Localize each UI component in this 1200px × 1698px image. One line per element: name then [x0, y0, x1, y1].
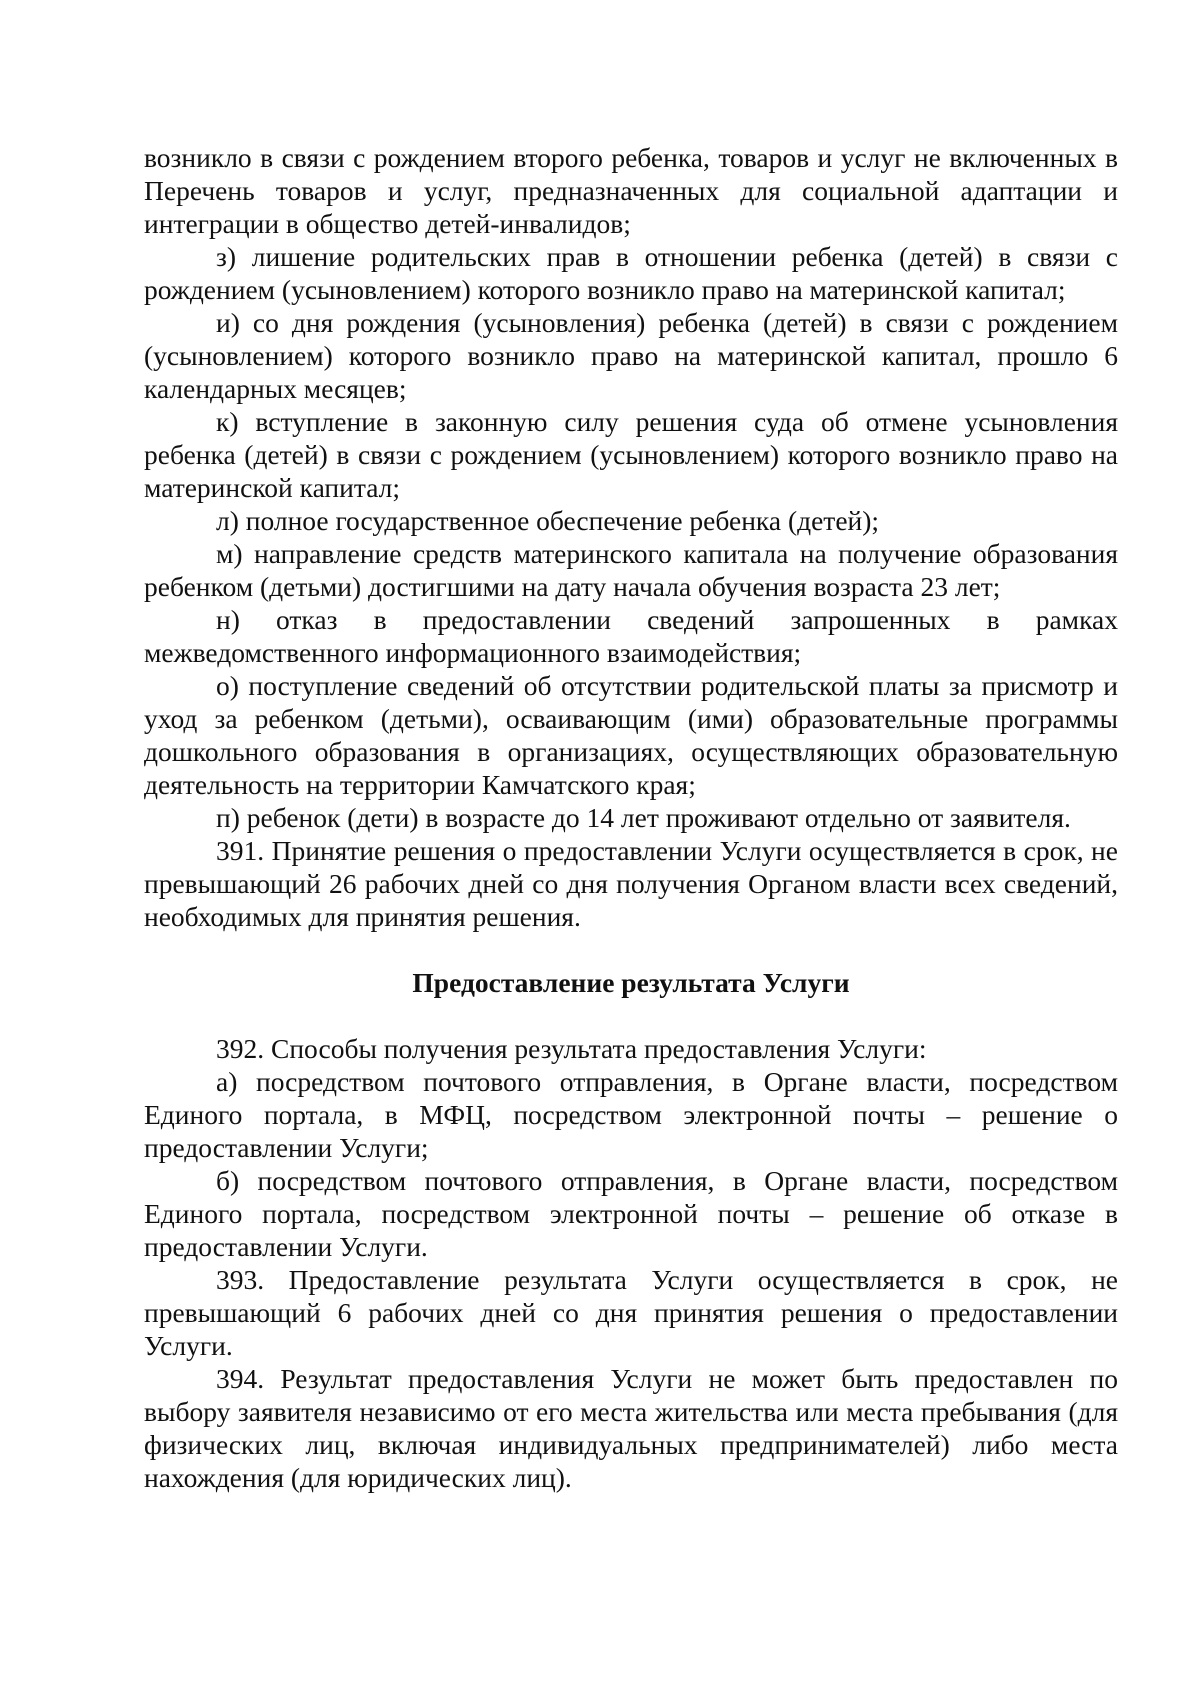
paragraph-393: 393. Предоставление результата Услуги осуществляется в срок, не превышающий 6 рабочих дней со дня принятия решения о предоставлении Услуги. [144, 1264, 1118, 1361]
paragraph-item-n: н) отказ в предоставлении сведений запрошенных в рамках межведомственного информационного взаимодействия; [144, 604, 1118, 668]
paragraph-392: 392. Способы получения результата предоставления Услуги: [216, 1033, 927, 1064]
paragraph-item-p: п) ребенок (дети) в возрасте до 14 лет проживают отдельно от заявителя. [216, 802, 1071, 833]
paragraph-item-o: о) поступление сведений об отсутствии родительской платы за присмотр и уход за ребенком (детьми), осваивающим (ими) образовательные программы дошкольного образования в организациях, осуществляющих образовательную деятельность на территории Камчатского края; [144, 670, 1118, 800]
paragraph-392-b: б) посредством почтового отправления, в Органе власти, посредством Единого портала, посредством электронной почты – решение об отказе в предоставлении Услуги. [144, 1165, 1118, 1262]
paragraphs-before-heading [144, 141, 1118, 933]
paragraph-item-z: з) лишение родительских прав в отношении ребенка (детей) в связи с рождением (усыновлением) которого возникло право на материнской капитал; [144, 241, 1118, 305]
paragraph-391: 391. Принятие решения о предоставлении Услуги осуществляется в срок, не превышающий 26 рабочих дней со дня получения Органом власти всех сведений, необходимых для принятия решения. [144, 835, 1118, 932]
paragraph-item-k: к) вступление в законную силу решения суда об отмене усыновления ребенка (детей) в связи с рождением (усыновлением) которого возникло право на материнской капитал; [144, 406, 1118, 503]
paragraphs-after-heading [144, 1032, 1118, 1494]
document-body [144, 141, 1118, 1494]
paragraph-continuation: возникло в связи с рождением второго ребенка, товаров и услуг не включенных в Перечень товаров и услуг, предназначенных для социальной адаптации и интеграции в общество детей-инвалидов; [144, 142, 1118, 239]
paragraph-392-a: а) посредством почтового отправления, в Органе власти, посредством Единого портала, в МФЦ, посредством электронной почты – решение о предоставлении Услуги; [144, 1066, 1118, 1163]
section-heading: Предоставление результата Услуги [412, 967, 850, 998]
paragraph-394: 394. Результат предоставления Услуги не может быть предоставлен по выбору заявителя независимо от его места жительства или места пребывания (для физических лиц, включая индивидуальных предпринимателей) либо места нахождения (для юридических лиц). [144, 1363, 1118, 1493]
paragraph-item-l: л) полное государственное обеспечение ребенка (детей); [216, 505, 880, 536]
paragraph-item-i: и) со дня рождения (усыновления) ребенка (детей) в связи с рождением (усыновлением) которого возникло право на материнской капитал, прошло 6 календарных месяцев; [144, 307, 1118, 404]
paragraph-item-m: м) направление средств материнского капитала на получение образования ребенком (детьми) достигшими на дату начала обучения возраста 23 лет; [144, 538, 1118, 602]
